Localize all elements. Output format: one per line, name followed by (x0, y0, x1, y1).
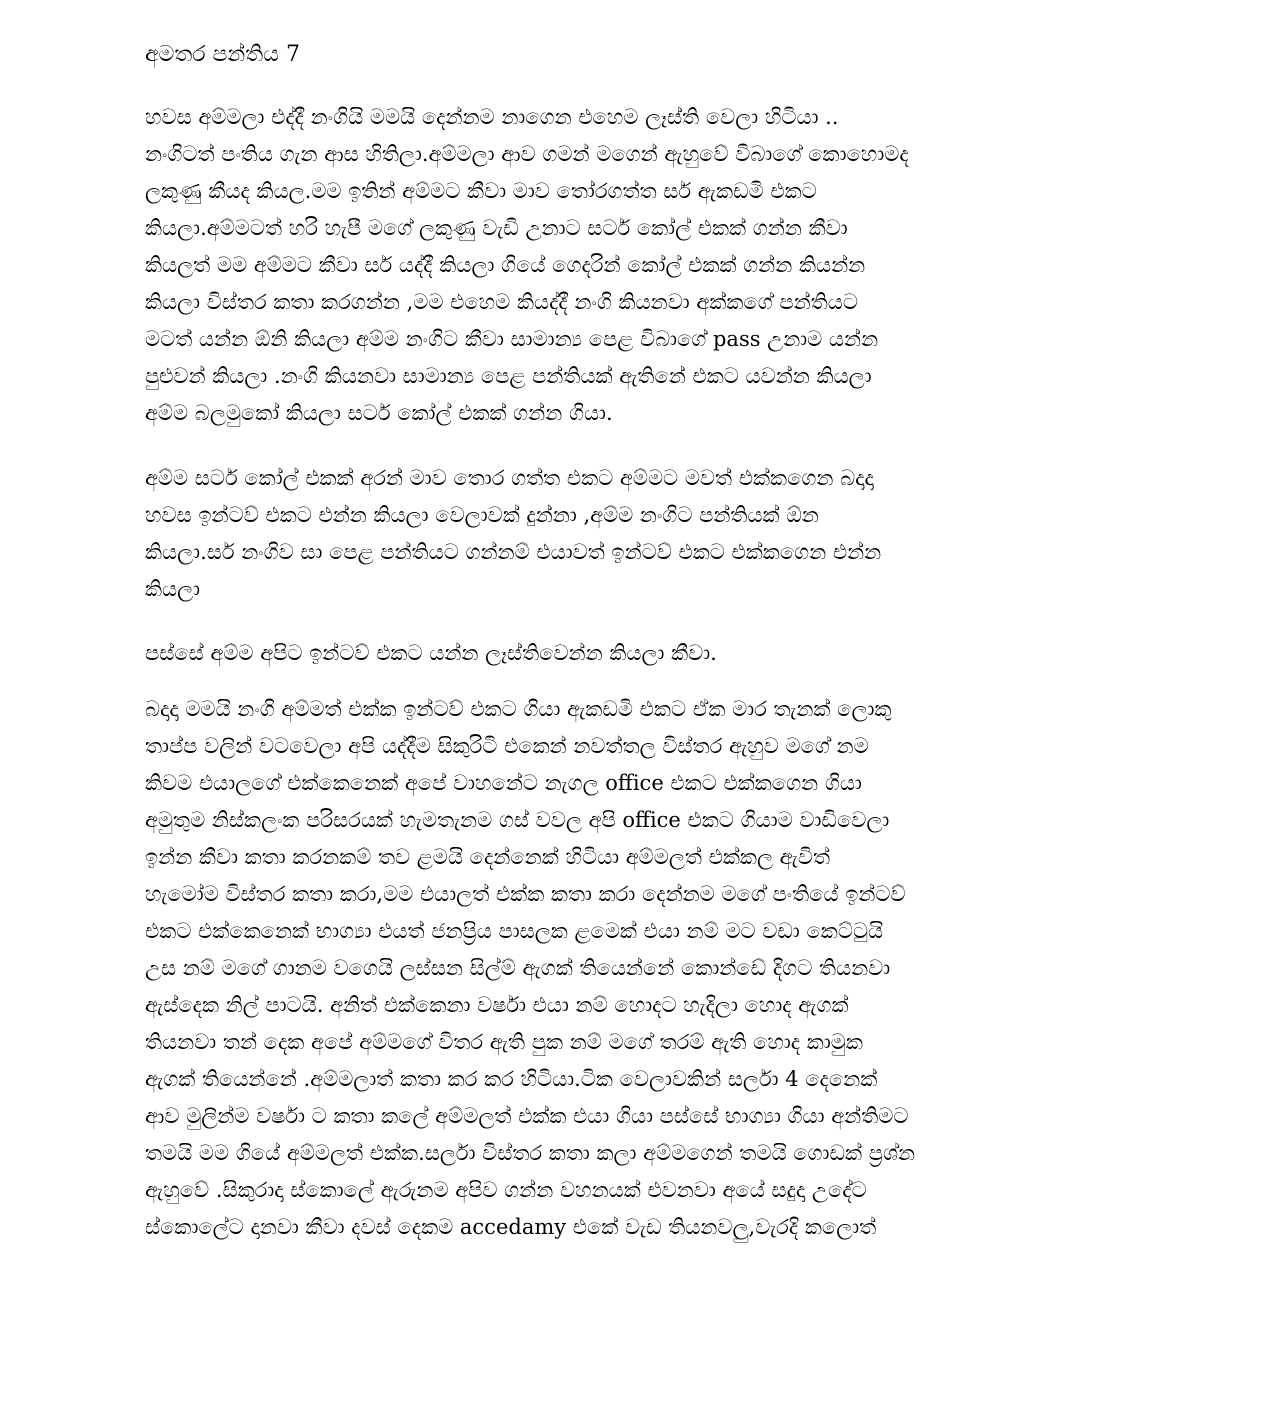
text-line: තාප්ප වලින් වටවෙලා අපි යද්දීම සිකුරිටි එකෙන් නවත්තල විස්තර ඇහුව මගේ නම (145, 734, 869, 758)
text-line: කියලා විස්තර කතා කරගන්න ,මම එහෙම කියද්දී නංගි කියනවා අක්කගේ පන්තියට (145, 290, 858, 314)
text-line: ලකුණු කීයද කියල.මම ඉතින් අම්මට කීවා මාව තෝරගත්ත සර් ඇකඩමි එකට (145, 179, 817, 203)
text-line: අමුතුම නිස්කලංක පරිසරයක් හැමතැනම ගස් වවල අපි office එකට ගියාම වාඩිවෙලා (145, 808, 890, 832)
text-line: ඇහුවේ .සිකුරාදා ස්කොලේ ඇරුනම අපිව ගන්න වහනයක් එවනවා අයේ සදුදා උදේට (145, 1178, 867, 1202)
paragraph-2 (145, 460, 1135, 608)
text-line: හවස ඉන්ටව් එකට එන්න කියලා වෙලාවක් දුන්නා ,අම්ම නංගිට පන්තියක් ඕන (145, 503, 819, 527)
paragraph-3 (145, 635, 1135, 672)
text-line: ඉන්න කීවා කතා කරනකම් තව ළමයි දෙන්නෙක් හිටියා අම්මලත් එක්කල ඇවිත් (145, 845, 831, 869)
text-line: තමයි මම ගියේ අම්මලත් එක්ක.සර්ලා විස්තර කතා කලා අම්මගෙන් තමයි ගොඩක් ප්‍රශ්න (145, 1141, 916, 1165)
text-line: අම්ම සර්ට කෝල් එකක් අරන් මාව තොර ගත්ත එකට අම්මට මවත් එක්කගෙන බදාදා (145, 466, 874, 490)
text-line: කියලත් මම අම්මට කීවා සර් යද්දී කියලා ගියේ ගෙදරින් කෝල් එකක් ගන්න කියන්න (145, 253, 866, 277)
text-line: ස්කොලේට දානවා කීවා දවස් දෙකම accedamy එකේ වැඩ තියනවලු,වැරදි කලොත් (145, 1215, 877, 1239)
document-title: අමතර පන්තිය 7 (145, 42, 300, 67)
text-line: අම්ම බලමුකෝ කියලා සර්ට කෝල් එකක් ගන්න ගියා. (145, 401, 613, 425)
text-line: තියනවා තන් දෙක අපේ අම්මගේ විතර ඇති පුක නම් මගේ තරම් ඇති හොද කාමුක (145, 1030, 863, 1054)
text-line: හවස අම්මලා එද්දී නංගියි මමයි දෙන්නම නාගෙන එහෙම ලෑස්ති වෙලා හිටියා .. (145, 105, 839, 129)
text-line: කියලා (145, 577, 201, 601)
text-line: හැමෝම විස්තර කතා කරා,මම එයාලත් එක්ක කතා කරා දෙන්නම මගේ පංතියේ ඉන්ටව් (145, 882, 906, 906)
text-line: ඇගක් තියෙන්නේ .අම්මලාත් කතා කර කර හිටියා.ටික වෙලාවකින් සර්ලා 4 දෙනෙක් (145, 1067, 878, 1091)
text-line: ඇස්දෙක නිල් පාටයි. අනිත් එක්කෙනා වර්ෂා එයා නම් හොදට හැදිලා හොද ඇගක් (145, 993, 849, 1017)
text-line: මටත් යන්න ඕනි කියලා අම්ම නංගිට කීවා සාමාන්‍ය පෙළ විබාගේ pass උනාම යන්න (145, 327, 879, 351)
text-line: පස්සේ අම්ම අපිට ඉන්ටව් එකට යන්න ලෑස්තිවෙන්න කියලා කීවා. (145, 641, 717, 665)
text-line: බදාදා මමයි නංගි අම්මත් එක්ක ඉන්ටව් එකට ගියා ඇකඩමි එකට ඒක මාර තැනක් ලොකු (145, 697, 892, 721)
text-line: පුළුවන් කියලා .නංගි කියනවා සාමාන්‍ය පෙළ පන්තියක් ඇතිනේ එකට යවන්න කියලා (145, 364, 872, 388)
text-line: ආව මුලින්ම වර්ෂා ට කතා කලේ අම්මලත් එක්ක එයා ගියා පස්සේ භාග්‍යා ගියා අන්තිමට (145, 1104, 909, 1128)
text-line: කියලා.අම්මටත් හරි හැපී මගේ ලකුණු වැඩි උනාට සර්ට කෝල් එකක් ගන්න කීවා (145, 216, 848, 240)
text-line: කිවම එයාලගේ එක්කෙනෙක් අපේ වාහනේට නැගල office එකට එක්කගෙන ගියා (145, 771, 862, 795)
text-line: උස නම් මගේ ගානම වගෙයි ලස්සන සිල්ම් ඇගක් තියෙන්නේ කොන්ඩේ දිගට තියනවා (145, 956, 891, 980)
paragraph-4 (145, 691, 1135, 1246)
text-line: එකට එක්කෙනෙක් භාග්‍යා එයත් ජනප්‍රිය පාසලක ළමෙක් එයා නම් මට වඩා කෙට්ටුයි (145, 919, 884, 943)
text-line: කියලා.සර් නංගිව සා පෙළ පන්තියට ගන්නම් එයාවත් ඉන්ටව් එකට එක්කගෙන එන්න (145, 540, 882, 564)
paragraph-1 (145, 99, 1135, 432)
text-line: නංගිටත් පංතිය ගැන ආස හිතිලා.අම්මලා ආව ගමන් මගෙන් ඇහුවේ විබාගේ කොහොමද (145, 142, 909, 166)
